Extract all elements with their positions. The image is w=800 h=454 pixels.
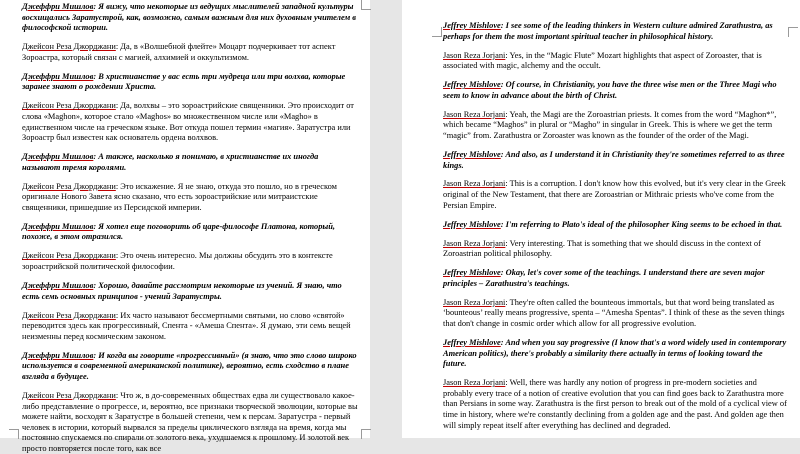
document-page-russian[interactable] (0, 0, 370, 453)
paragraph-text: : Их часто называют бессмертными святыми, но слово «святой» переводится здесь как прогрессивный, Спента - «Амеша Спента». Я думаю, эти семь вещей неизменны перед космическим законом. (22, 310, 351, 341)
paragraph-text: : I see some of the leading thinkers in Western culture admired Zarathustra, as perhaps for them the most important spiritual teacher in philosophical history. (443, 21, 773, 41)
question-paragraph (443, 220, 788, 231)
speaker-name: Jeffrey Mishlove (443, 80, 501, 90)
speaker-name: Jeffrey Mishlove (443, 219, 501, 229)
paragraph-text: : Of course, in Christianity, you have the three wise men or the Three Magi who seem to know in advance about the birth of Christ. (443, 80, 777, 100)
speaker-name: Jeffrey Mishlove (443, 268, 501, 278)
speaker-name: Jason Reza Jorjani (443, 238, 506, 248)
paragraph-text: : Okay, let's cover some of the teachings. I understand there are seven major principles – Zarathustra's teachings. (443, 268, 765, 288)
speaker-name: Джеффри Мишлов (22, 221, 94, 231)
page-corner-mark (788, 27, 798, 37)
answer-paragraph (22, 251, 358, 272)
question-paragraph (22, 152, 358, 173)
page-corner-mark (361, 429, 371, 439)
paragraph-text: : Да, волхвы – это зороастрийские священники. Это происходит от слова «Maghon», которое стало «Maghos» во множественном числе или «Magho» в единственном числе на греческом языке. Вот откуда пошел термин «магия». Заратустра или Зороастр был известен как основатель ордена волхвов. (22, 101, 354, 143)
speaker-name: Джеффри Мишлов (22, 2, 94, 11)
paragraph-text: : В христианстве у вас есть три мудреца или три волхва, которые заранее знают о рождении Христа. (22, 71, 346, 92)
paragraph-text: : Это искажение. Я не знаю, откуда это пошло, но в греческом оригинале Нового Завета ясно сказано, что есть зороастрийские или митраистские священники, пришедшие из Персидской империи. (22, 181, 337, 212)
paragraph-text: : This is a corruption. I don't know how this evolved, but it's very clear in the Greek original of the New Testament, that there are Zoroastrian or Mithraic priests who've come from the Persian Empire. (443, 179, 786, 210)
paragraph-text: : And also, as I understand it in Christianity they're sometimes referred to as three kings. (443, 149, 785, 170)
speaker-name: Джеффри Мишлов (22, 281, 94, 290)
answer-paragraph (443, 239, 788, 260)
speaker-name: Джейсон Реза Джорджани (22, 42, 116, 52)
paragraph-text: : Well, there was hardly any notion of progress in pre-modern societies and probably every trace of a notion of creative evolution that you can find goes back to Zarathustra more than Persians in some way. Zarathustra is the first person to break out of the mold of a cyclical view of time in history, where we're constantly declining from a golden age and the past. And golden age then will simply repeat itself after everything has declined and degraded. (443, 378, 787, 430)
speaker-name: Джейсон Реза Джорджани (22, 181, 116, 191)
question-paragraph (443, 268, 788, 289)
question-paragraph (22, 72, 358, 93)
paragraph-text: : Это очень интересно. Мы должны обсудить это в контексте зороастрийской политической философии. (22, 251, 333, 272)
paragraph-text: : А также, насколько я понимаю, в христианстве их иногда называют тремя королями. (22, 152, 319, 172)
speaker-name: Jeffrey Mishlove (443, 337, 501, 347)
page-corner-mark (432, 27, 442, 37)
answer-paragraph (22, 101, 358, 143)
paragraph-text: : They're often called the bounteous immortals, but that word being translated as ‘bounteous’ really means progressive, spenta – “Amesha Spentas”. I think of these as the seven things that don't change in cosmic order which allow for all progressive evolution. (443, 297, 785, 328)
question-paragraph (22, 281, 358, 302)
answer-paragraph (443, 179, 788, 211)
speaker-name: Джейсон Реза Джорджани (22, 251, 116, 261)
speaker-name: Джейсон Реза Джорджани (22, 101, 116, 111)
answer-paragraph (443, 51, 788, 72)
answer-paragraph (443, 110, 788, 142)
answer-paragraph (443, 298, 788, 330)
answer-paragraph (443, 378, 788, 431)
answer-paragraph (22, 391, 358, 454)
question-paragraph (22, 222, 358, 243)
paragraph-text: : I'm referring to Plato's ideal of the philosopher King seems to be echoed in that. (500, 219, 783, 229)
paragraph-text: : Я вижу, что некоторые из ведущих мыслителей западной культуры восхищались Заратустрой, как, возможно, самым важным для них духовным учителем в философской истории. (22, 2, 357, 33)
document-page-english[interactable] (402, 0, 800, 438)
speaker-name: Jason Reza Jorjani (443, 297, 506, 307)
paragraph-text: : Хорошо, давайте рассмотрим некоторые из учений. Я знаю, что есть семь основных принципов - учений Заратустры. (22, 281, 342, 301)
speaker-name: Джеффри Мишлов (22, 152, 94, 162)
speaker-name: Джеффри Мишлов (22, 350, 94, 360)
speaker-name: Джеффри Мишлов (22, 71, 94, 81)
speaker-name: Jason Reza Jorjani (443, 378, 506, 388)
page-corner-mark (9, 429, 19, 439)
question-paragraph (443, 150, 788, 171)
question-paragraph (443, 80, 788, 101)
question-paragraph (22, 2, 358, 34)
question-paragraph (443, 21, 788, 42)
speaker-name: Jason Reza Jorjani (443, 179, 506, 189)
speaker-name: Jason Reza Jorjani (443, 50, 506, 60)
speaker-name: Джейсон Реза Джорджани (22, 390, 116, 400)
speaker-name: Jeffrey Mishlove (443, 21, 501, 30)
paragraph-text: : And when you say progressive (I know that's a word widely used in contemporary American politics), there's probably a similarity there actually in terms of looking toward the future. (443, 337, 787, 369)
paragraph-text: : Что ж, в до-современных обществах едва ли существовало какое-либо представление о прогрессе, и, вероятно, все признаки творческой эволюции, которые вы можете найти, восходят к Заратустре в большей степени, чем к персам. Заратустра - первый человек в истории, который вырвался за пределы циклического взгляда на время, когда мы постоянно спускаемся по спирали от золотого века, ухудшаемся к прошлому. И золотой век просто повторяется после того, как все (22, 390, 358, 453)
question-paragraph (443, 338, 788, 370)
answer-paragraph (22, 182, 358, 214)
paragraph-text: : Я хотел еще поговорить об царе-философе Платона, который, похоже, в этом отразился. (22, 221, 335, 242)
answer-paragraph (22, 42, 358, 63)
paragraph-text: : Very interesting. That is something that we should discuss in the context of Zoroastrian political philosophy. (443, 238, 761, 259)
speaker-name: Jason Reza Jorjani (443, 109, 506, 119)
page-corner-mark (361, 0, 371, 10)
paragraph-text: : Yes, in the “Magic Flute” Mozart highlights that aspect of Zoroaster, that is associated with magic, alchemy and the occult. (443, 50, 762, 71)
answer-paragraph (22, 311, 358, 343)
paragraph-text: : И когда вы говорите «прогрессивный» (я знаю, что это слово широко используется в современной американской политике), вероятно, есть сходство в плане взгляда в будущее. (22, 350, 357, 381)
paragraph-text: : Yeah, the Magi are the Zoroastrian priests. It comes from the word “Maghon*”, which became “Maghos” in plural or “Magho” in singular in Greek. This is where we get the term “magic” from. Zarathustra or Zoroaster was known as the founder of the order of the Magi. (443, 109, 777, 140)
paragraph-text: : Да, в «Волшебной флейте» Моцарт подчеркивает тот аспект Зороастра, который связан с магией, алхимией и оккультизмом. (22, 42, 336, 62)
question-paragraph (22, 351, 358, 383)
speaker-name: Jeffrey Mishlove (443, 149, 501, 159)
speaker-name: Джейсон Реза Джорджани (22, 310, 116, 320)
